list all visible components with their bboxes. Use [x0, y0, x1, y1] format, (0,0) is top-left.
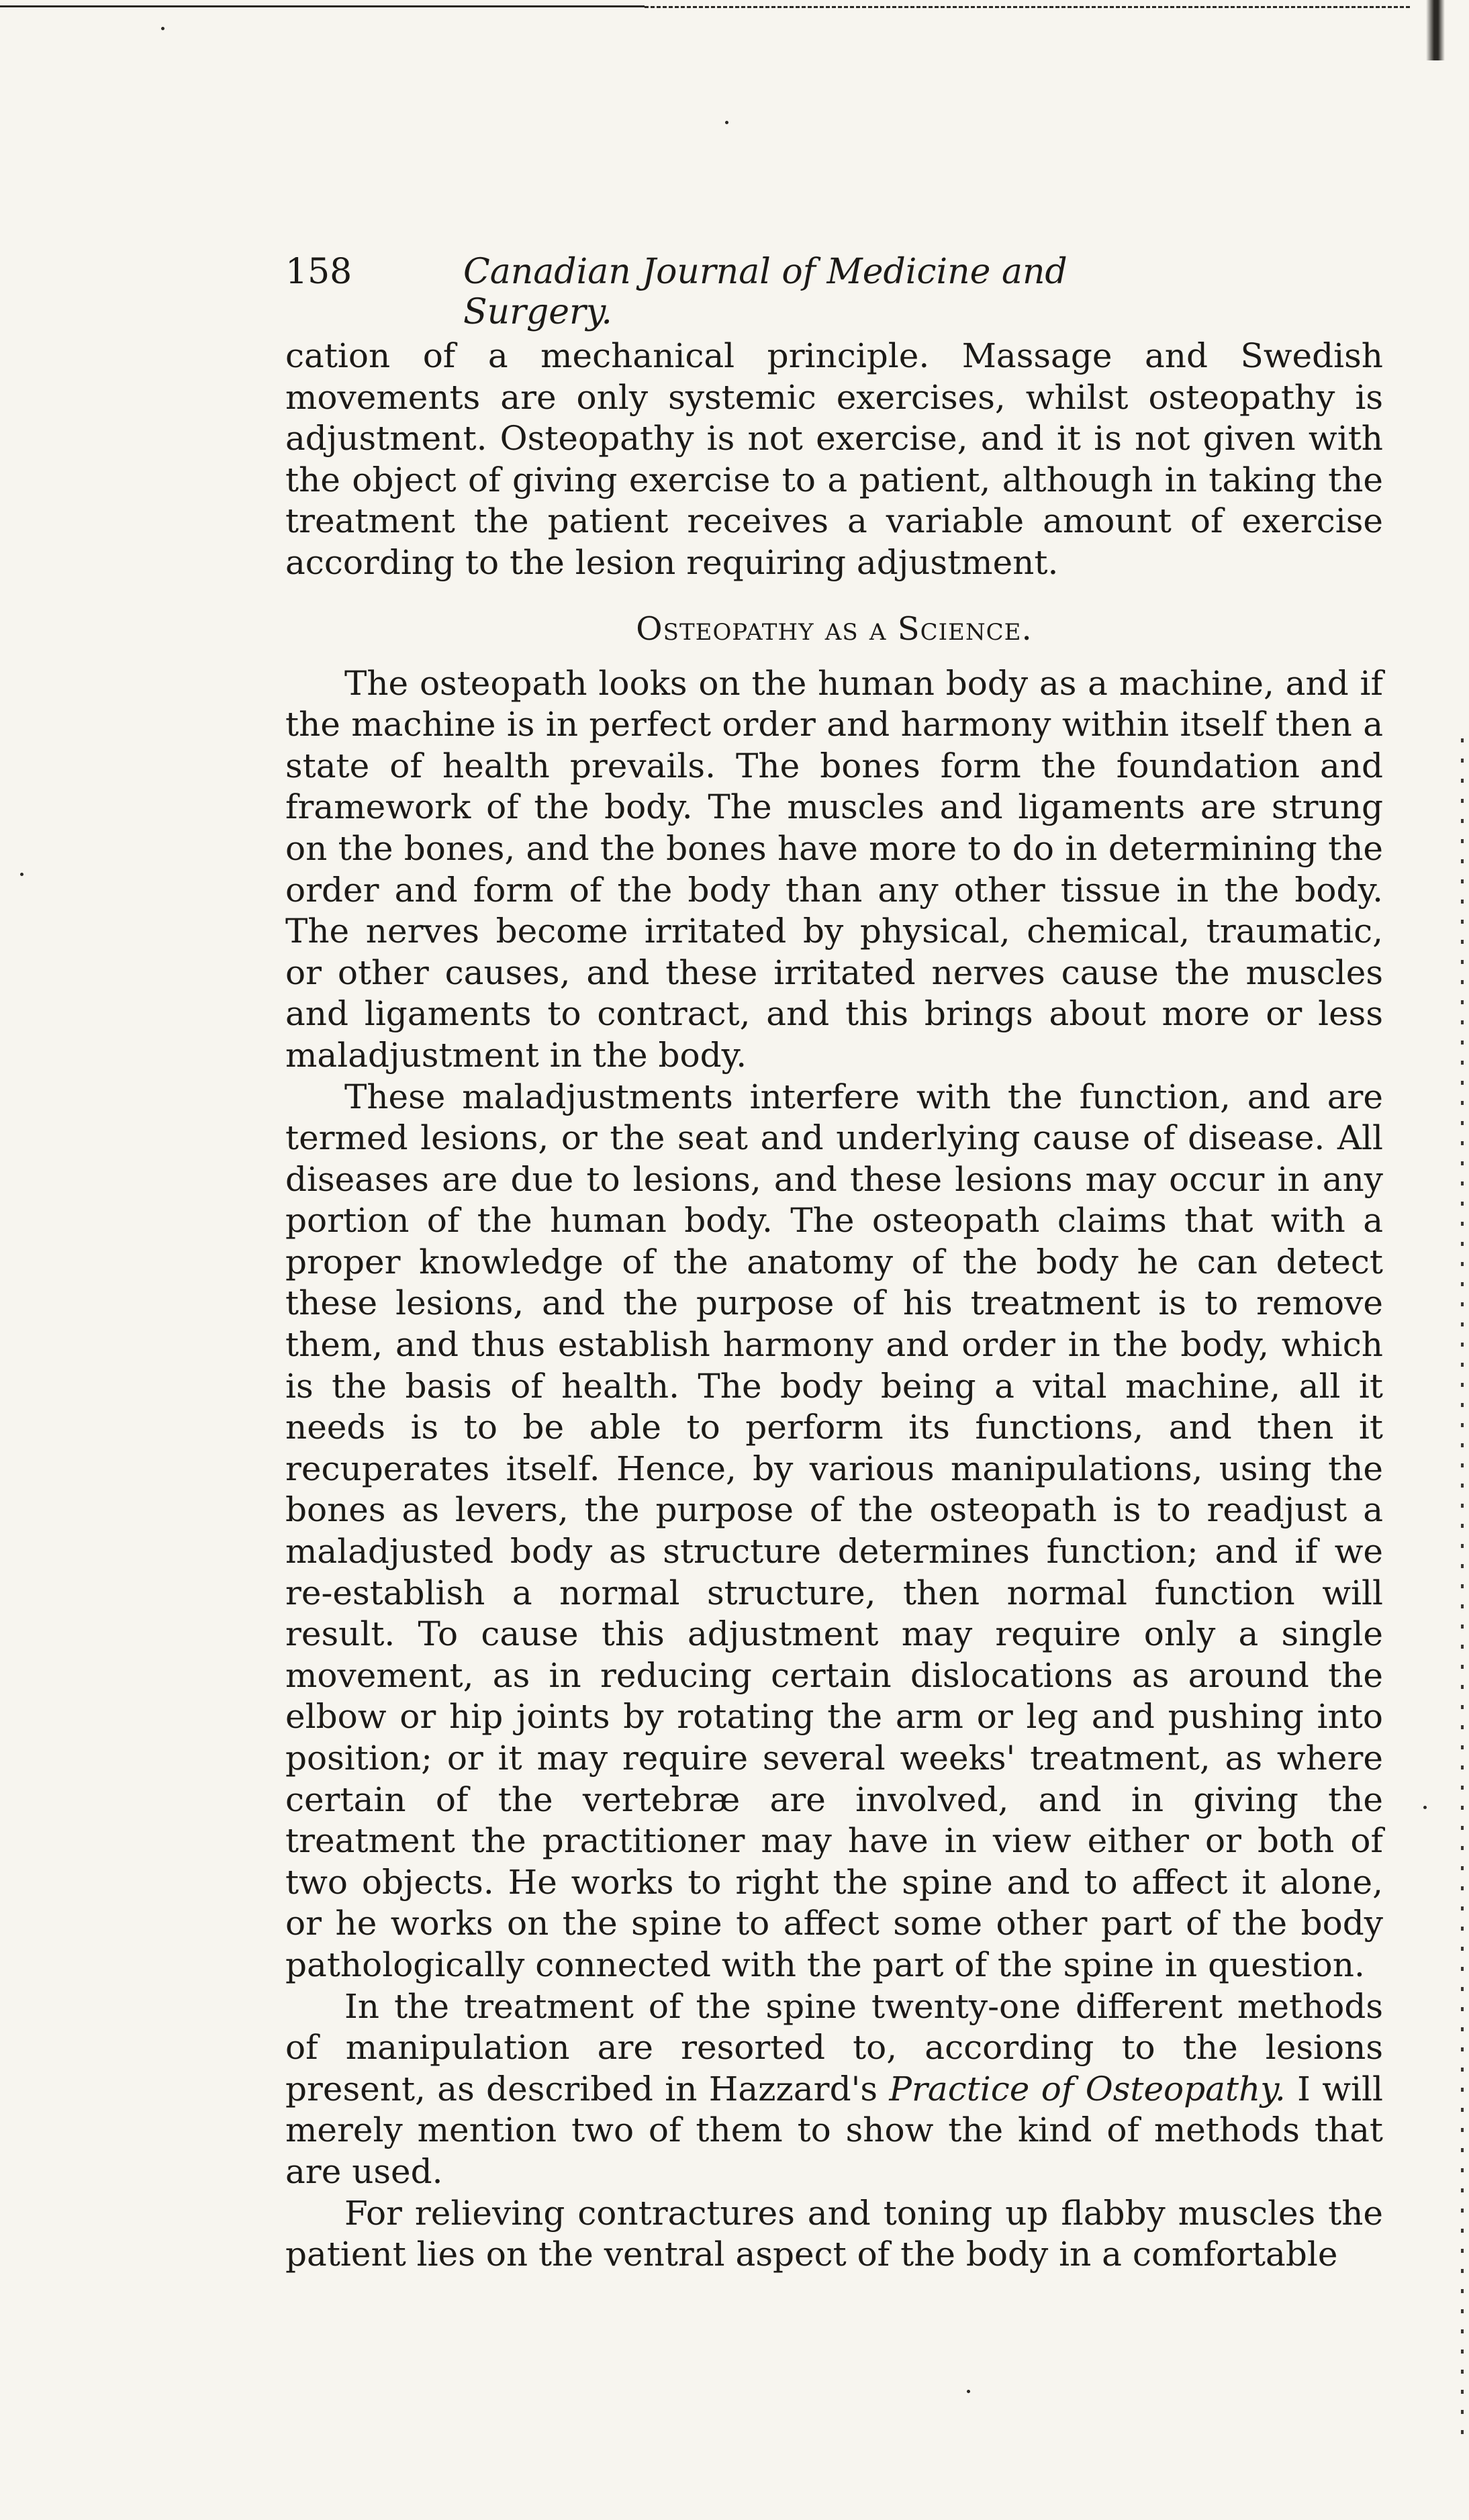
page-header [285, 252, 1225, 332]
page-edge-mark [1426, 0, 1453, 60]
speck [967, 2390, 970, 2393]
speck [20, 873, 23, 876]
running-title: Canadian Journal of Medicine and Surgery. [463, 252, 1068, 332]
paragraph-4-text-b: I will merely mention two of them to show the kind of methods that are used. [285, 2069, 1383, 2191]
paragraph-3: These maladjustments interfere with the function, and are termed lesions, or the seat and underlying cause of disease. All diseases are due to lesions, and these lesions may occur in any portion of the human body. The osteopath claims that with a proper knowledge of the anatomy of the body he can detect these lesions, and the purpose of his treatment is to remove them, and thus establish harmony and order in the body, which is the basis of health. The body being a vital machine, all it needs is to be able to perform its functions, and then it recuperates itself. Hence, by various manipulations, using the bones as levers, the purpose of the osteopath is to readjust a maladjusted body as structure determines function; and if we re-establish a normal structure, then normal function will result. To cause this adjustment may require only a single movement, as in reducing certain dislocations as around the elbow or hip joints by rotating the arm or leg and pushing into position; or it may require several weeks' treatment, as where certain of the vertebræ are involved, and in giving the treatment the practitioner may have in view either or both of two objects. He works to right the spine and to affect it alone, or he works on the spine to affect some other part of the body pathologically connected with the part of the spine in question. [285, 1077, 1383, 1984]
speck [161, 27, 164, 30]
top-border-rule [0, 5, 645, 7]
paragraph-4-text-a: In the treatment of the spine twenty-one different methods of manipulation are resorted to, according to the lesions present, as described in Hazzard's [285, 1986, 1383, 2109]
speck [1423, 1806, 1427, 1809]
section-heading: Osteopathy as a Science. [636, 610, 1033, 648]
paragraph-2: The osteopath looks on the human body as a machine, and if the machine is in perfect order and harmony within itself then a state of health prevails. The bones form the foundation and framework of the body. The muscles and ligaments are strung on the bones, and the bones have more to do in determining the order and form of the body than any other tissue in the body. The nerves become irritated by physical, chemical, traumatic, or other causes, and these irritated nerves cause the muscles and ligaments to contract, and this brings about more or less maladjustment in the body. [285, 663, 1383, 1075]
article-body [285, 336, 1383, 2276]
margin-dot-line [1461, 738, 1464, 2443]
book-title: Practice of Osteopathy. [889, 2069, 1286, 2109]
paragraph-1: cation of a mechanical principle. Massage and Swedish movements are only systemic exercises, whilst osteopathy is adjustment. Osteopathy is not exercise, and it is not given with the object of giving exercise to a patient, although in taking the treatment the patient receives a variable amount of exercise according to the lesion requiring adjustment. [285, 336, 1383, 582]
paragraph-5: For relieving contractures and toning up flabby muscles the patient lies on the ventral aspect of the body in a comfortable [285, 2193, 1383, 2274]
page-number: 158 [285, 252, 352, 292]
speck [725, 121, 728, 124]
top-border-dashed-rule [645, 6, 1410, 8]
paragraph-4 [285, 1986, 1383, 2193]
